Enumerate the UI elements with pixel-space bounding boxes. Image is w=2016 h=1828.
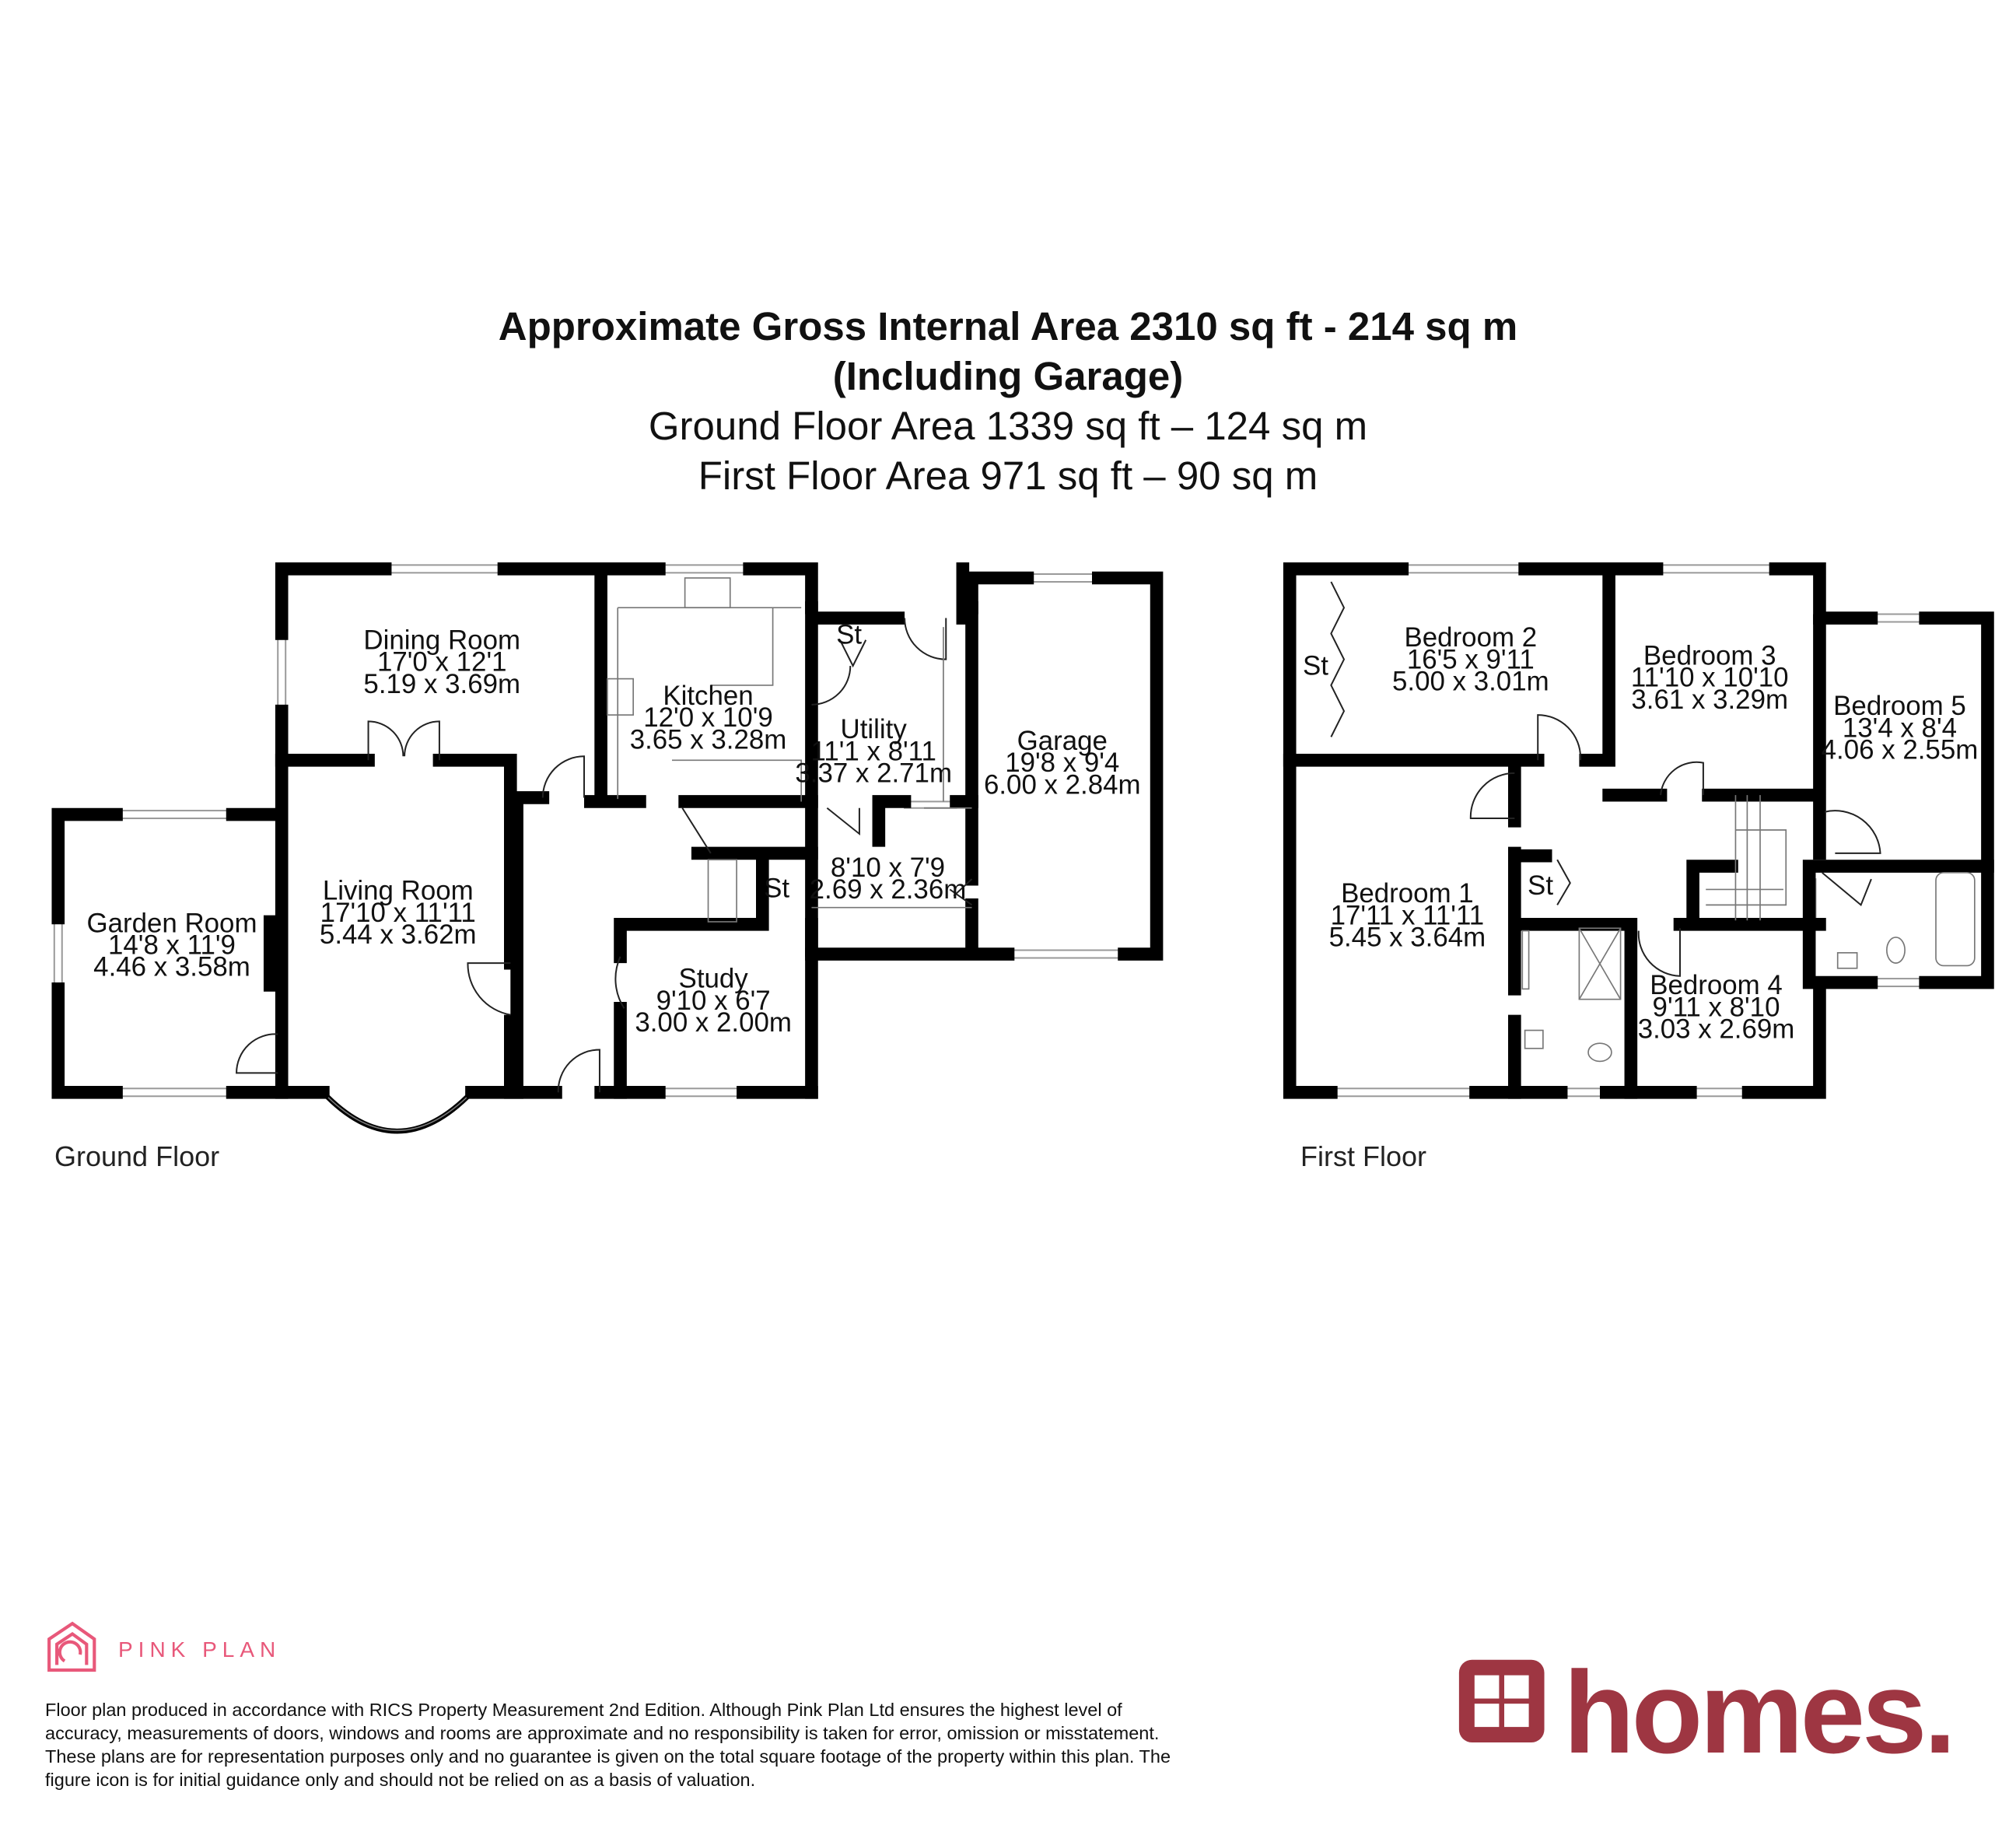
room-metric: 2.69 x 2.36m bbox=[809, 874, 967, 905]
room-metric: 5.45 x 3.64m bbox=[1328, 922, 1486, 953]
room-name: Utility bbox=[840, 714, 907, 745]
room-imperial: 17'11 x 11'11 bbox=[1330, 900, 1485, 931]
room-metric: 5.00 x 3.01m bbox=[1392, 666, 1549, 697]
room-imperial: 14'8 x 11'9 bbox=[108, 930, 236, 961]
room-name: Bedroom 3 bbox=[1643, 640, 1776, 671]
room-imperial: 8'10 x 7'9 bbox=[830, 852, 946, 883]
pink-plan-brand: PINK PLAN bbox=[118, 1637, 282, 1662]
room-imperial: 9'11 x 8'10 bbox=[1652, 992, 1780, 1023]
storage-label: St bbox=[836, 619, 863, 650]
room-name: Bedroom 1 bbox=[1341, 878, 1474, 909]
room-imperial: 17'0 x 12'1 bbox=[376, 646, 507, 678]
homes-logo-icon bbox=[1459, 1660, 1545, 1742]
room-name: Bedroom 2 bbox=[1404, 622, 1538, 653]
room-metric: 3.65 x 3.28m bbox=[629, 724, 787, 755]
room-imperial: 11'10 x 10'10 bbox=[1630, 662, 1789, 693]
room-metric: 5.19 x 3.69m bbox=[363, 668, 521, 699]
room-metric: 3.37 x 2.71m bbox=[795, 758, 953, 789]
ground-floor-plan bbox=[54, 565, 1157, 1131]
room-imperial: 16'5 x 9'11 bbox=[1406, 644, 1535, 675]
title-line-2: (Including Garage) bbox=[832, 354, 1184, 398]
room-metric: 3.03 x 2.69m bbox=[1637, 1014, 1795, 1045]
first-floor-area: First Floor Area 971 sq ft – 90 sq m bbox=[698, 453, 1318, 498]
room-name: Bedroom 4 bbox=[1650, 970, 1783, 1001]
room-imperial: 19'8 x 9'4 bbox=[1005, 748, 1120, 779]
room-metric: 3.61 x 3.29m bbox=[1631, 684, 1789, 715]
room-name: Study bbox=[678, 963, 748, 994]
room-metric: 4.46 x 3.58m bbox=[93, 951, 250, 982]
room-name: Bedroom 5 bbox=[1833, 691, 1966, 722]
room-name: Dining Room bbox=[363, 625, 521, 656]
room-metric: 5.44 x 3.62m bbox=[319, 919, 477, 951]
pink-plan-logo-icon bbox=[49, 1623, 94, 1670]
room-name: Garden Room bbox=[86, 908, 257, 939]
storage-label: St bbox=[764, 873, 790, 904]
ground-floor-area: Ground Floor Area 1339 sq ft – 124 sq m bbox=[648, 404, 1368, 448]
disclaimer: Floor plan produced in accordance with RICS Property Measurement 2nd Edition. Although Pink Plan Ltd ensures the highest level of accuracy, measurements of doors, windows and rooms are approximate and no responsibility is taken for error, omission or misstatement. These plans are for representation purposes only and no guarantee is given on the total square footage of the property within this plan. The figure icon is for initial guidance only and should not be relied on as a basis of valuation. bbox=[45, 1700, 1171, 1790]
ground-floor-label: Ground Floor bbox=[54, 1140, 220, 1172]
homes-logo-text: homes. bbox=[1563, 1647, 1954, 1777]
room-imperial: 17'10 x 11'11 bbox=[320, 897, 476, 928]
room-metric: 3.00 x 2.00m bbox=[635, 1007, 792, 1038]
storage-label: St bbox=[1302, 650, 1328, 681]
room-imperial: 11'1 x 8'11 bbox=[810, 736, 936, 767]
first-floor-label: First Floor bbox=[1300, 1140, 1426, 1172]
room-imperial: 12'0 x 10'9 bbox=[643, 702, 773, 734]
room-metric: 6.00 x 2.84m bbox=[983, 769, 1141, 800]
room-imperial: 9'10 x 6'7 bbox=[656, 985, 771, 1016]
title-line-1: Approximate Gross Internal Area 2310 sq ft - 214 sq m bbox=[498, 304, 1518, 348]
room-name: Garage bbox=[1017, 725, 1108, 756]
room-name: Living Room bbox=[322, 875, 474, 906]
room-name: Kitchen bbox=[663, 680, 754, 711]
storage-label: St bbox=[1528, 870, 1554, 902]
room-imperial: 13'4 x 8'4 bbox=[1842, 713, 1958, 744]
room-metric: 4.06 x 2.55m bbox=[1821, 734, 1979, 765]
